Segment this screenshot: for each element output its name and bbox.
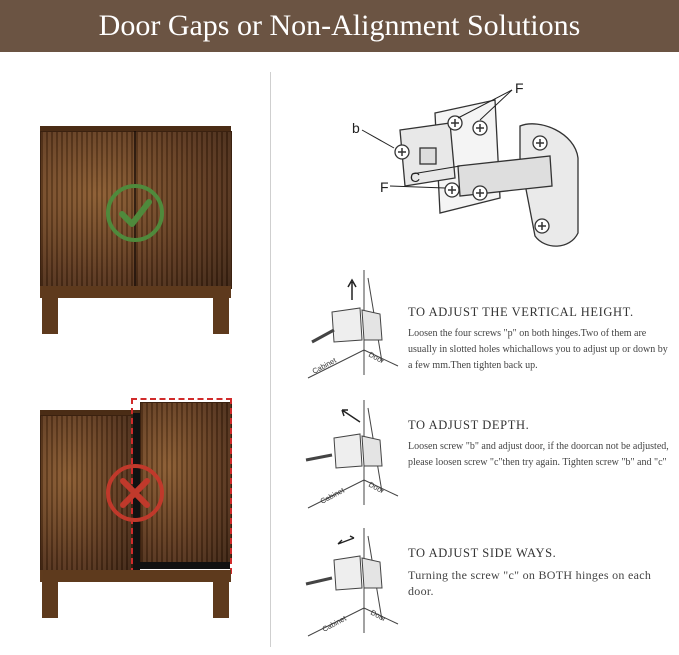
cabinet-leg-left [42, 296, 58, 334]
vertical-adjust-diagram [302, 270, 402, 380]
hinge-diagram [340, 78, 590, 258]
instruction-sideways [408, 546, 672, 599]
label-c: C [410, 169, 421, 185]
label-f-left: F [380, 179, 389, 195]
label-b: b [352, 120, 360, 136]
instruction-heading: TO ADJUST THE VERTICAL HEIGHT. [408, 305, 634, 319]
instruction-body: Loosen screw "b" and adjust door, if the doorcan not be adjusted, please loosen screw "c"then try again. Tighten screw "b" and "c" [408, 441, 669, 468]
cabinet-base [40, 286, 231, 298]
instruction-body: Turning the screw "c" on BOTH hinges on each door. [408, 568, 652, 598]
vertical-divider [270, 72, 271, 647]
label-cabinet: Cabinet [318, 485, 346, 506]
adjust-slot [420, 148, 436, 164]
instruction-heading: TO ADJUST SIDE WAYS. [408, 546, 557, 560]
cabinet-leg-right [213, 580, 229, 618]
cabinet-leg-left [42, 580, 58, 618]
label-door: Door [369, 607, 388, 624]
label-cabinet: Cabinet [310, 355, 338, 376]
check-circle-icon [104, 182, 166, 244]
instruction-depth [408, 418, 672, 471]
instruction-heading: TO ADJUST DEPTH. [408, 418, 530, 432]
instruction-body: Loosen the four screws "p" on both hinges.Two of them are usually in slotted holes whichallows you to adjust up or down by a few mm.Then tighten back up. [408, 328, 668, 371]
cabinet-leg-right [213, 296, 229, 334]
page-title: Door Gaps or Non-Alignment Solutions [98, 9, 581, 42]
x-circle-icon [104, 462, 166, 524]
label-door: Door [367, 479, 386, 496]
label-cabinet: Cabinet [320, 613, 348, 634]
label-door: Door [367, 349, 386, 366]
label-f-top: F [515, 80, 524, 96]
side-adjust-diagram [302, 528, 402, 638]
depth-adjust-diagram [302, 400, 402, 510]
cabinet-base [40, 570, 231, 582]
instruction-vertical [408, 305, 672, 374]
